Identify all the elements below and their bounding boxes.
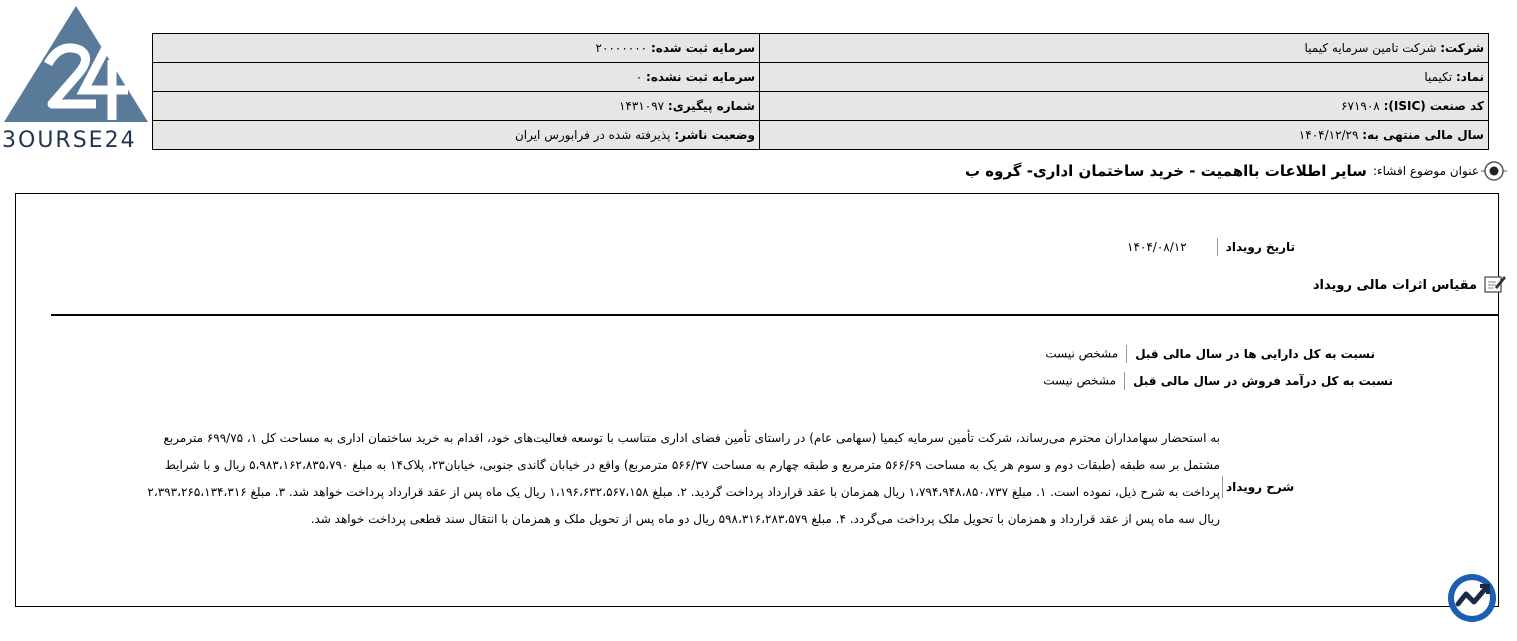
revenue-ratio-label: نسبت به کل درآمد فروش در سال مالی قبل [1133, 373, 1393, 388]
revenue-ratio-row [1043, 372, 1393, 390]
event-date-value: ۱۴۰۴/۰۸/۱۲ [1127, 239, 1187, 254]
registered-capital-label: سرمایه ثبت شده: [650, 41, 755, 55]
subject-label: عنوان موضوع افشاء: [1372, 164, 1479, 178]
publisher-status-value: پذیرفته شده در فرابورس ایران [514, 128, 671, 142]
event-date-label: تاریخ رویداد [1225, 239, 1295, 254]
disclosure-subject [965, 160, 1507, 182]
target-bullet-icon [1485, 160, 1507, 182]
fiscal-year-cell [760, 121, 1489, 150]
description-separator [1222, 476, 1223, 498]
tracking-label: شماره پیگیری: [667, 99, 755, 113]
assets-ratio-row [1045, 345, 1375, 363]
table-row [153, 92, 1489, 121]
isic-value: ۶۷۱۹۰۸ [1341, 99, 1380, 113]
trend-chart-icon[interactable] [1446, 572, 1498, 624]
table-row [153, 34, 1489, 63]
assets-ratio-value: مشخص نیست [1045, 346, 1119, 361]
publisher-status-label: وضعیت ناشر: [674, 128, 755, 142]
fiscal-year-value: ۱۴۰۴/۱۲/۲۹ [1298, 128, 1359, 142]
company-value: شرکت تامین سرمایه کیمیا [1304, 41, 1437, 55]
bourse24-logo-icon [0, 4, 152, 128]
edit-note-icon [1483, 272, 1507, 298]
bourse24-logo [0, 4, 152, 152]
tracking-value: ۱۴۳۱۰۹۷ [618, 99, 665, 113]
fiscal-year-label: سال مالی منتهی به: [1362, 128, 1484, 142]
event-description: به استحضار سهامداران محترم می‌رساند، شرکت تأمین سرمایه کیمیا (سهامی عام) در راستای تأمین فضای اداری متناسب با توسعه فعالیت‌های خود، اقدام به خرید ساختمان اداری به مساحت کل ۱، ۶۹۹/۷۵ مترمربع مشتمل بر سه طبقه (طبقات دوم و سوم هر یک به مساحت ۵۶۶/۶۹ مترمربع و طبقه چهارم به مساحت ۵۶۶/۳۷ مترمربع) واقع در خیابان گاندی جنوبی، خیابان۲۳، پلاک۱۴ به مبلغ ۵،۹۸۳،۱۶۲،۸۳۵،۷۹۰ ریال و با شرایط پرداخت به شرح ذیل، نموده است. ۱. مبلغ ۱،۷۹۴،۹۴۸،۸۵۰،۷۳۷ ریال همزمان با عقد قرارداد پرداخت گردید. ۲. مبلغ ۱،۱۹۶،۶۳۲،۵۶۷،۱۵۸ ریال یک ماه پس از عقد قرارداد پرداخت خواهد شد. ۳. مبلغ ۲،۳۹۳،۲۶۵،۱۳۴،۳۱۶ ریال سه ماه پس از عقد قرارداد و همزمان با تحویل ملک پرداخت می‌گردد. ۴. مبلغ ۵۹۸،۳۱۶،۲۸۳،۵۷۹ ریال دو ماه پس از تحویل ملک و همزمان با انتقال سند قطعی پرداخت خواهد شد. [147, 431, 1220, 526]
isic-label: کد صنعت (ISIC): [1383, 99, 1484, 113]
table-row [153, 121, 1489, 150]
logo-wordmark: 3OURSE24 [2, 128, 137, 153]
unregistered-capital-label: سرمایه ثبت نشده: [646, 70, 755, 84]
unregistered-capital-value: ۰ [635, 70, 643, 84]
section-title-text: مقیاس اثرات مالی رویداد [1312, 277, 1477, 293]
company-info-table [152, 33, 1489, 150]
table-row [153, 63, 1489, 92]
subject-title: سایر اطلاعات بااهمیت - خرید ساختمان اداری- گروه ب [964, 162, 1367, 180]
tracking-cell [153, 92, 760, 121]
revenue-ratio-value: مشخص نیست [1043, 373, 1117, 388]
event-date-row [1127, 238, 1295, 256]
symbol-value: تکیمیا [1424, 70, 1453, 84]
symbol-cell [760, 63, 1489, 92]
financial-impact-section-title [1313, 272, 1507, 298]
publisher-status-cell [153, 121, 760, 150]
company-label: شرکت: [1440, 41, 1484, 55]
unregistered-capital-cell [153, 63, 760, 92]
section-divider [51, 314, 1499, 316]
assets-ratio-label: نسبت به کل دارایی ها در سال مالی قبل [1135, 346, 1375, 361]
symbol-label: نماد: [1455, 70, 1484, 84]
registered-capital-cell [153, 34, 760, 63]
description-label: شرح رویداد [1226, 480, 1295, 494]
registered-capital-value: ۲۰۰۰۰۰۰۰ [595, 41, 648, 55]
company-cell [760, 34, 1489, 63]
isic-cell [760, 92, 1489, 121]
